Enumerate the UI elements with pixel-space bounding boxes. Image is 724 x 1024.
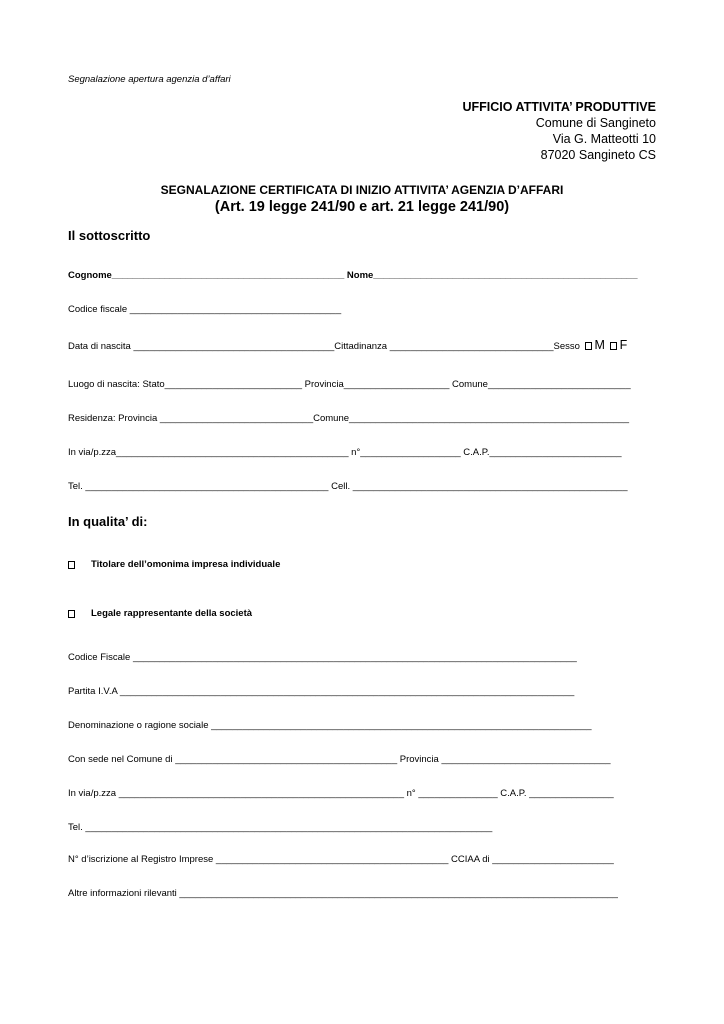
company-seat-field[interactable]: Con sede nel Comune di __________________________________________ Provincia ________________________________ — [68, 754, 611, 765]
legal-representative-label: Legale rappresentante della società — [91, 608, 253, 619]
company-name-field[interactable]: Denominazione o ragione sociale ________________________________________________________________________ — [68, 720, 592, 731]
document-title: SEGNALAZIONE CERTIFICATA DI INIZIO ATTIVITA’ AGENZIA D’AFFARI — [160, 183, 564, 197]
office-title: UFFICIO ATTIVITA’ PRODUTTIVE — [462, 100, 656, 114]
business-register-field[interactable]: N° d’iscrizione al Registro Imprese ____________________________________________ CCIAA di _______________________ — [68, 854, 614, 865]
vat-number-field[interactable]: Partita I.V.A ______________________________________________________________________________________ — [68, 686, 575, 697]
residence-field[interactable]: Residenza: Provincia _____________________________Comune_____________________________________________________ — [68, 413, 630, 424]
individual-owner-checkbox[interactable] — [68, 561, 75, 569]
birth-citizenship-row — [68, 338, 627, 352]
legal-representative-checkbox[interactable] — [68, 610, 75, 618]
company-tax-code-field[interactable]: Codice Fiscale ____________________________________________________________________________________ — [68, 652, 577, 663]
office-city: 87020 Sangineto CS — [540, 148, 656, 162]
sex-f-label: F — [619, 338, 628, 352]
tax-code-field[interactable]: Codice fiscale ________________________________________ — [68, 304, 342, 315]
surname-name-field[interactable]: Cognome____________________________________________ Nome__________________________________________________ — [68, 270, 638, 281]
office-municipality: Comune di Sangineto — [535, 116, 656, 130]
address-field[interactable]: In via/p.zza____________________________________________ n°___________________ C.A.P._________________________ — [68, 447, 622, 458]
birthplace-field[interactable]: Luogo di nascita: Stato__________________________ Provincia____________________ Comune___________________________ — [68, 379, 631, 390]
company-phone-field[interactable]: Tel. _____________________________________________________________________________ — [68, 822, 493, 833]
other-info-field[interactable]: Altre informazioni rilevanti ___________________________________________________________________________________ — [68, 888, 618, 899]
option-individual-owner[interactable] — [68, 559, 280, 570]
document-subtitle: (Art. 19 legge 241/90 e art. 21 legge 241/90) — [214, 199, 510, 215]
option-legal-representative[interactable] — [68, 608, 252, 619]
recipient-office — [462, 99, 656, 163]
phone-field[interactable]: Tel. ______________________________________________ Cell. ____________________________________________________ — [68, 481, 628, 492]
individual-owner-label: Titolare dell’omonima impresa individuale — [91, 559, 281, 570]
birth-citizenship-field[interactable]: Data di nascita ______________________________________Cittadinanza _______________________________Sesso — [68, 341, 580, 352]
sex-f-checkbox[interactable] — [610, 342, 617, 350]
section-undersigned: Il sottoscritto — [68, 228, 151, 243]
sex-m-checkbox[interactable] — [585, 342, 592, 350]
section-capacity: In qualita’ di: — [68, 514, 148, 529]
company-address-field[interactable]: In via/p.zza ______________________________________________________ n° _______________ C.A.P. ________________ — [68, 788, 614, 799]
sex-m-label: M — [594, 338, 605, 352]
office-street: Via G. Matteotti 10 — [552, 132, 656, 146]
document-header-note: Segnalazione apertura agenzia d’affari — [68, 74, 231, 85]
